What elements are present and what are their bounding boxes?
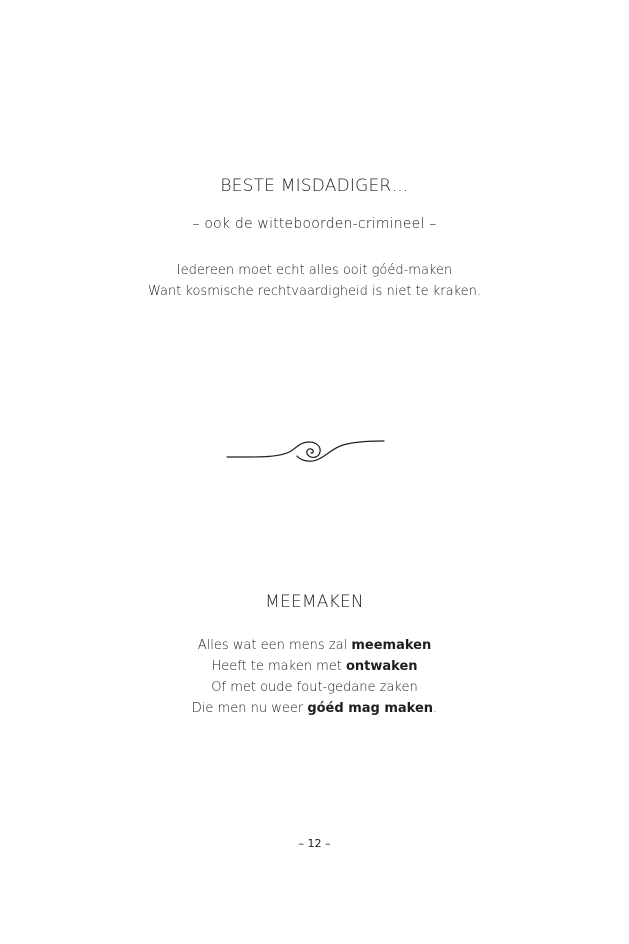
poem2-line-4-text: Die men nu weer: [191, 701, 308, 716]
poem1-subtitle: – ook de witteboorden-crimineel –: [192, 216, 437, 232]
poem1-title: BESTE MISDADIGER…: [220, 176, 409, 196]
poem2-line-2-bold: ontwaken: [345, 659, 418, 674]
swirl-divider-icon: [225, 432, 387, 466]
poem2-line-4-bold: góéd mag maken: [307, 701, 434, 716]
poem2-line-1: [0, 635, 629, 656]
page-number: – 12 –: [298, 837, 331, 850]
poem2-verse: [0, 635, 629, 719]
poem2-line-3-text: Of met oude fout-gedane zaken: [211, 680, 418, 695]
poem2-line-4: [0, 698, 629, 719]
poem1-line-1: Iedereen moet echt alles ooit góéd-maken: [176, 263, 453, 278]
poem2-line-4-end: .: [433, 701, 438, 716]
poem1-line-2: Want kosmische rechtvaardigheid is niet te kraken.: [147, 284, 482, 299]
poem2-line-2: [0, 656, 629, 677]
poem2-line-2-text: Heeft te maken met: [211, 659, 346, 674]
poem2-line-1-bold: meemaken: [351, 638, 432, 653]
poem2-line-3: [0, 677, 629, 698]
poem1-verse: [0, 260, 629, 302]
poem2-title: MEEMAKEN: [265, 592, 364, 612]
poem2-line-1-text: Alles wat een mens zal: [197, 638, 352, 653]
